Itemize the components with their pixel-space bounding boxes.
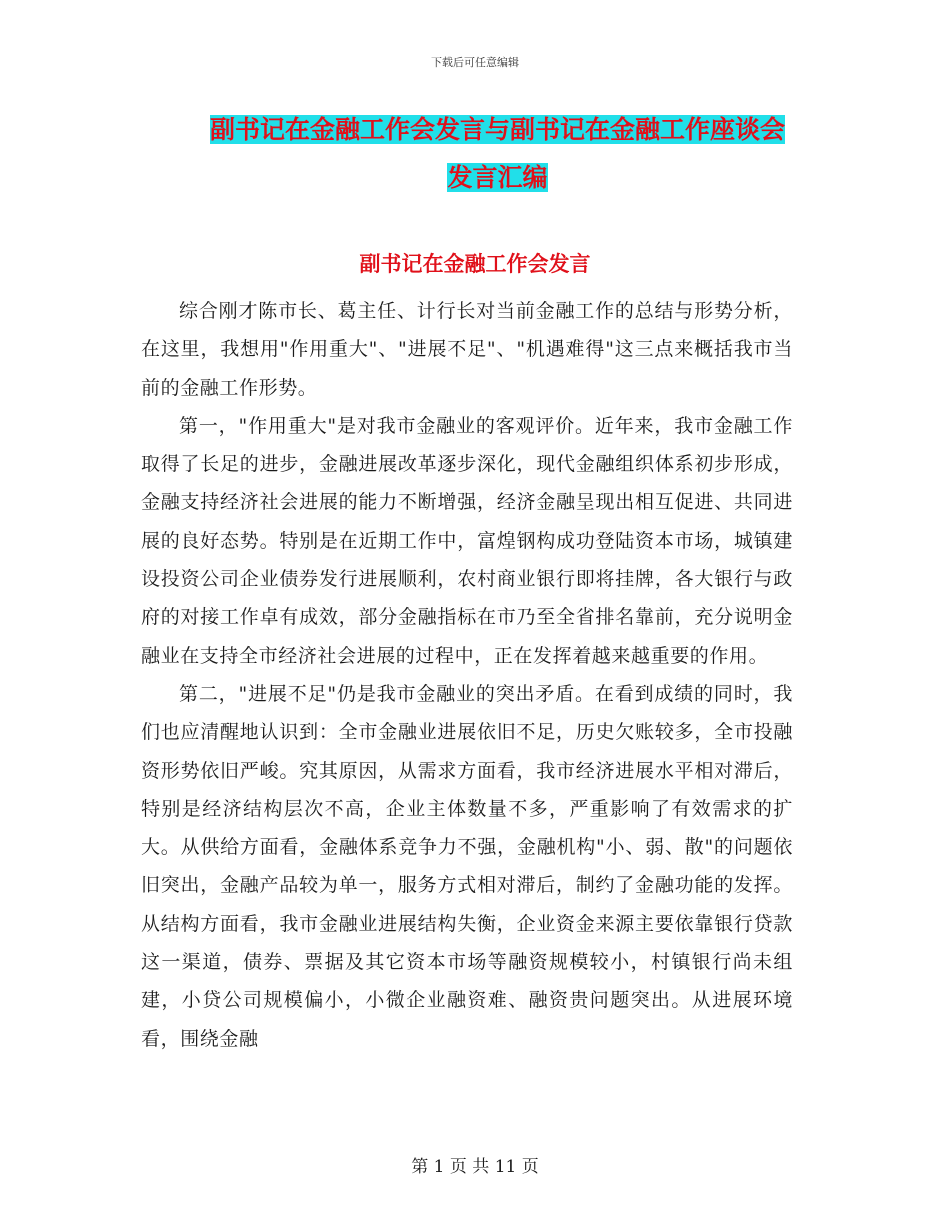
page-footer: 第 1 页 共 11 页: [411, 1157, 539, 1177]
document-title-line2: 发言汇编: [447, 163, 548, 192]
document-body: [141, 292, 793, 1058]
document-title-line1: 副书记在金融工作会发言与副书记在金融工作座谈会: [209, 115, 785, 144]
paragraph: 第一，"作用重大"是对我市金融业的客观评价。近年来，我市金融工作取得了长足的进步，金融进展改革逐步深化，现代金融组织体系初步形成，金融支持经济社会进展的能力不断增强，经济金融呈现出相互促进、共同进展的良好态势。特别是在近期工作中，富煌钢构成功登陆资本市场，城镇建设投资公司企业债券发行进展顺利，农村商业银行即将挂牌，各大银行与政府的对接工作卓有成效，部分金融指标在市乃至全省排名靠前，充分说明金融业在支持全市经济社会进展的过程中，正在发挥着越来越重要的作用。: [141, 414, 793, 667]
section-title: 副书记在金融工作会发言: [359, 252, 591, 276]
paragraph: 第二，"进展不足"仍是我市金融业的突出矛盾。在看到成绩的同时，我们也应清醒地认识到：全市金融业进展依旧不足，历史欠账较多，全市投融资形势依旧严峻。究其原因，从需求方面看，我市经济进展水平相对滞后，特别是经济结构层次不高，企业主体数量不多，严重影响了有效需求的扩大。从供给方面看，金融体系竞争力不强，金融机构"小、弱、散"的问题依旧突出，金融产品较为单一，服务方式相对滞后，制约了金融功能的发挥。从结构方面看，我市金融业进展结构失衡，企业资金来源主要依靠银行贷款这一渠道，债券、票据及其它资本市场等融资规模较小，村镇银行尚未组建，小贷公司规模偏小，小微企业融资难、融资贵问题突出。从进展环境看，围绕金融: [141, 682, 793, 1050]
paragraph: 综合刚才陈市长、葛主任、计行长对当前金融工作的总结与形势分析，在这里，我想用"作用重大"、"进展不足"、"机遇难得"这三点来概括我市当前的金融工作形势。: [141, 300, 793, 399]
header-note: 下载后可任意编辑: [431, 56, 519, 69]
document-title: [190, 106, 805, 202]
